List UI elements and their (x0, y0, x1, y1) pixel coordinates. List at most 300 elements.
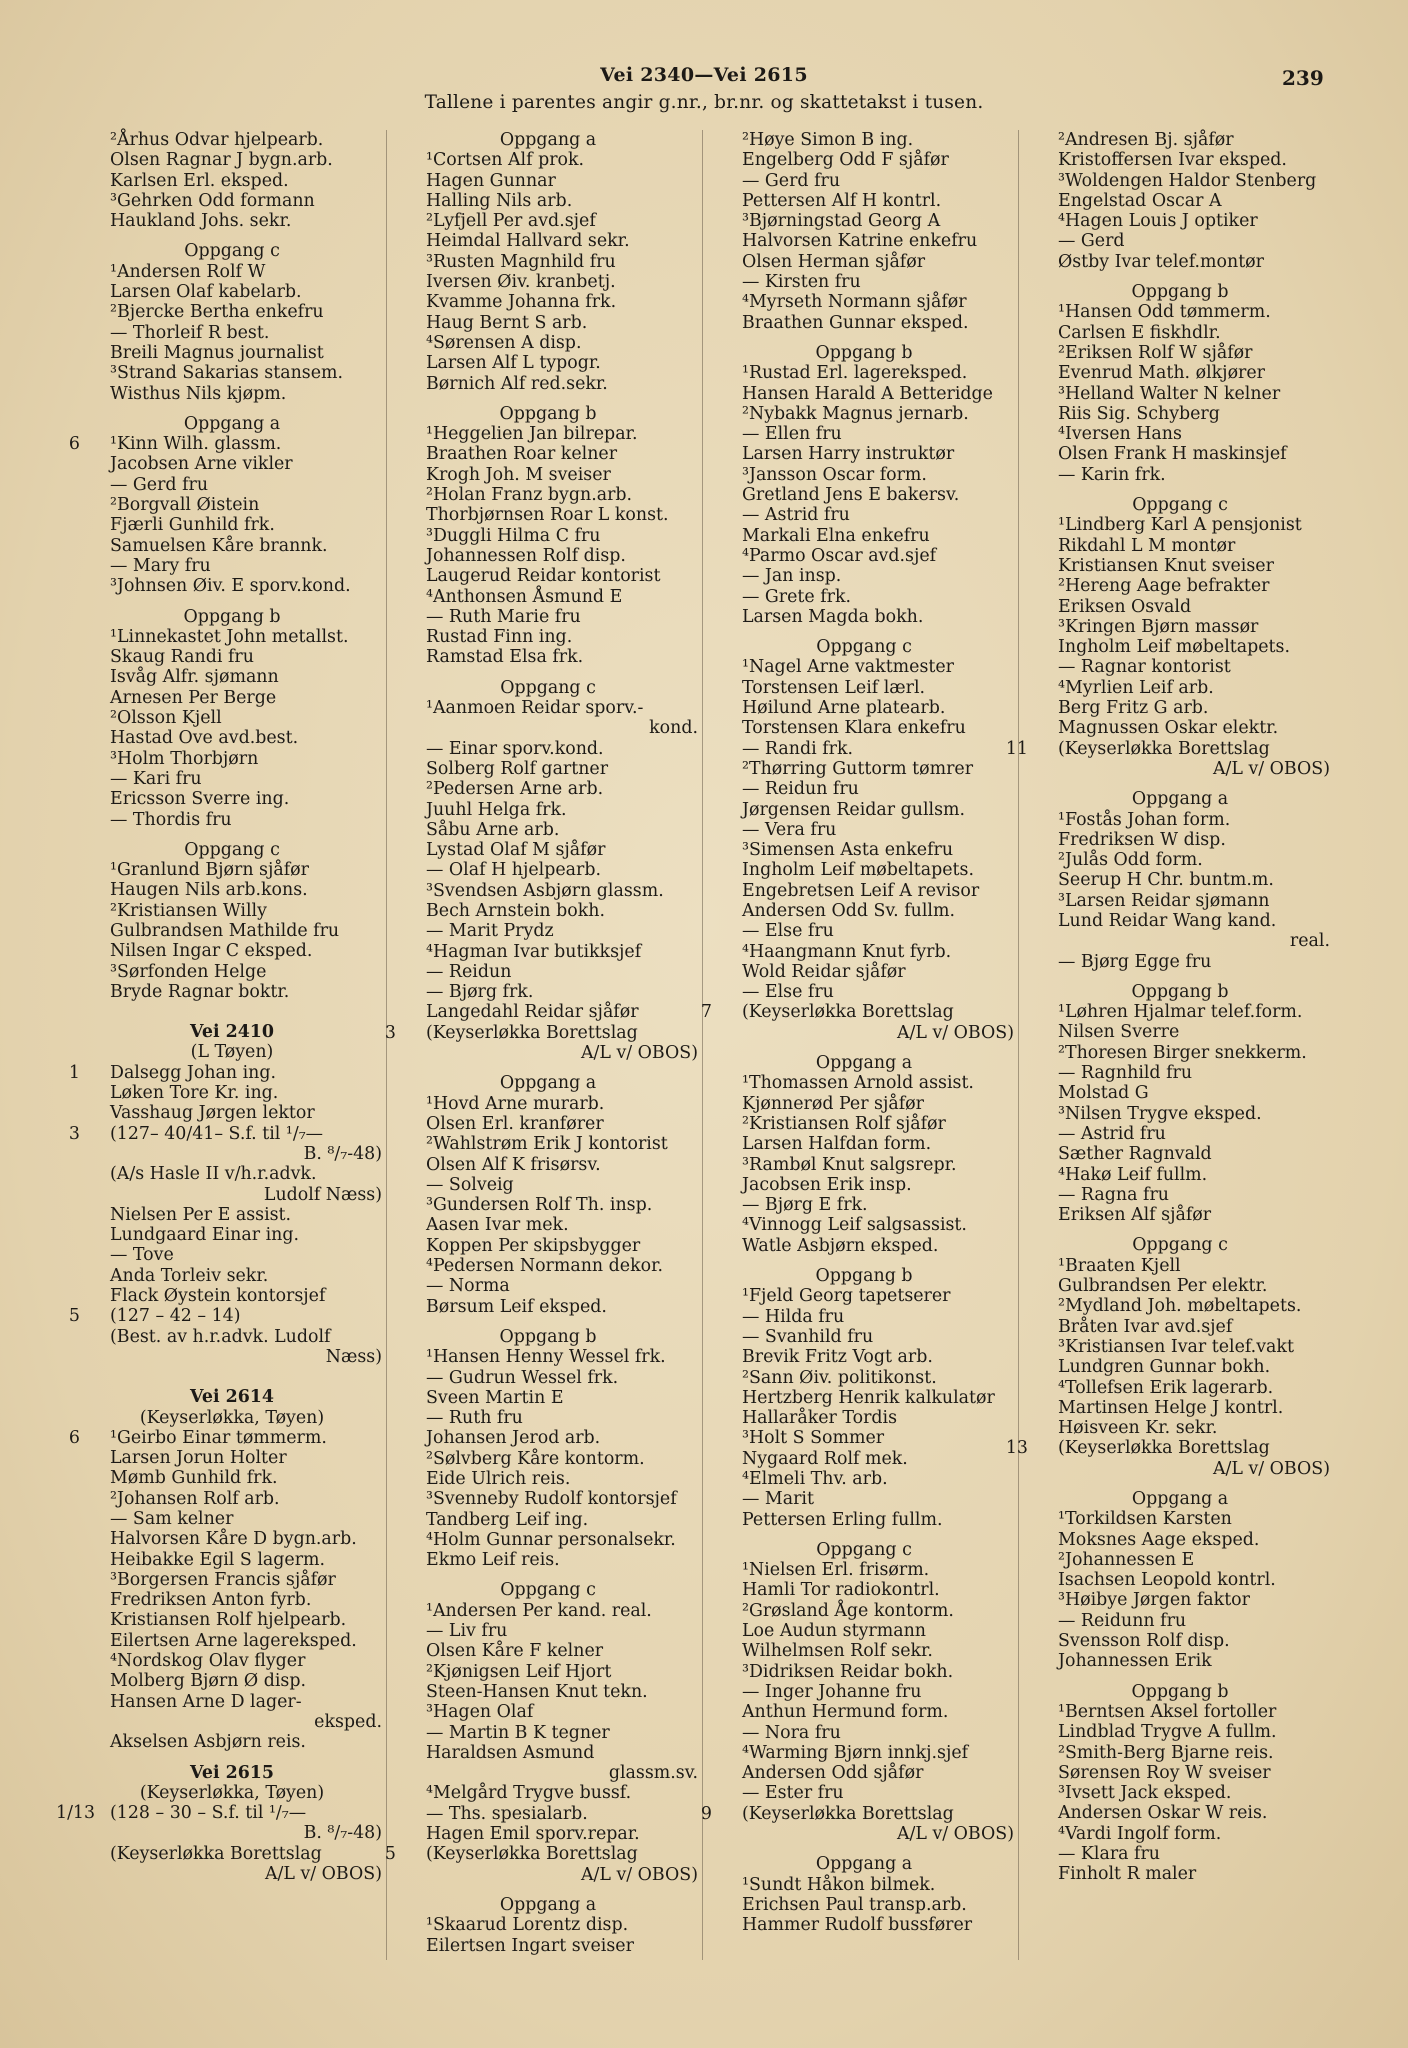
listing-line (398, 1449, 698, 1469)
listing-line (1030, 1165, 1330, 1185)
line-text: ¹Sundt Håkon bilmek. (742, 1874, 936, 1895)
spacer (82, 830, 382, 840)
listing-line (1030, 1550, 1330, 1570)
line-text: Halvorsen Katrine enkefru (742, 231, 978, 252)
line-text: Riis Sig. Schyberg (1058, 403, 1220, 424)
line-text: (Keyserløkka Borettslag (110, 1843, 322, 1864)
listing-line (82, 556, 382, 576)
line-text: ²Århus Odvar hjelpearb. (110, 130, 324, 150)
spacer (398, 394, 698, 404)
line-text: Larsen Alf L typogr. (426, 353, 601, 374)
listing-line (82, 1286, 382, 1306)
line-text: B. ⁸/₇-48) (303, 1823, 382, 1844)
line-text: — Svanhild fru (742, 1326, 874, 1347)
line-text: — Reidun fru (742, 779, 859, 800)
line-text: Oppgang b (815, 1266, 913, 1287)
line-text: Mømb Gunhild frk. (110, 1468, 278, 1489)
listing-line (398, 1702, 698, 1722)
line-text: Engebretsen Leif A revisor (742, 880, 980, 901)
listing-line (82, 860, 382, 880)
line-text: — Klara fru (1058, 1844, 1161, 1865)
line-text: Olsen Erl. kranfører (426, 1113, 604, 1134)
line-text: Oppgang a (815, 1053, 913, 1074)
listing-line (1030, 718, 1330, 738)
listing-line (714, 313, 1014, 333)
line-text: Evenrud Math. ølkjører (1058, 363, 1265, 384)
line-text: ²Thørring Guttorm tømrer (742, 758, 974, 779)
line-text: A/L v/ OBOS) (1212, 758, 1330, 779)
spacer (714, 1256, 1014, 1266)
line-text: Oppgang a (499, 1894, 597, 1915)
listing-line (1030, 171, 1330, 191)
column-4 (1005, 130, 1330, 1885)
line-text: Ingholm Leif møbeltapets. (742, 860, 974, 881)
line-text: Ericsson Sverre ing. (110, 789, 290, 810)
listing-line (714, 363, 1014, 383)
house-number: 13 (1005, 1438, 1028, 1459)
line-text: ²Eriksen Rolf W sjåfør (1058, 342, 1253, 363)
listing-line (1030, 231, 1330, 251)
line-text: Vei 2615 (189, 1762, 275, 1783)
line-text: (Keyserløkka Borettslag (1058, 738, 1270, 759)
listing-line (82, 1489, 382, 1509)
listing-line (398, 587, 698, 607)
line-text: — Astrid fru (1058, 1123, 1166, 1144)
listing-line (398, 881, 698, 901)
line-text: ²Hereng Aage befrakter (1058, 576, 1270, 597)
listing-line (1030, 1337, 1330, 1357)
stairwell-heading (1030, 982, 1330, 1002)
listing-line (714, 759, 1014, 779)
listing-line (1030, 657, 1330, 677)
line-text: (Keyserløkka Borettslag (742, 1803, 954, 1824)
listing-line (398, 627, 698, 647)
line-text: Heibakke Egil S lagerm. (110, 1549, 326, 1570)
listing-line (82, 1205, 382, 1225)
listing-line (714, 1155, 1014, 1175)
listing-line (398, 333, 698, 353)
line-text: Eriksen Alf sjåfør (1058, 1205, 1212, 1226)
line-text: ³Helland Walter N kelner (1058, 383, 1281, 404)
line-text: Olsen Ragnar J bygn.arb. (110, 150, 333, 171)
line-text: ²Høye Simon B ing. (742, 130, 914, 150)
listing-line (714, 465, 1014, 485)
listing-line (82, 1732, 382, 1752)
listing-line (398, 1915, 698, 1935)
line-text: A/L v/ OBOS) (1212, 1458, 1330, 1479)
line-text: Oppgang a (499, 1073, 597, 1094)
line-text: — Olaf H hjelpearb. (426, 860, 601, 881)
line-text: ¹Skaarud Lorentz disp. (426, 1915, 629, 1936)
street-heading (82, 1763, 382, 1783)
line-text: Bryde Ragnar boktr. (110, 981, 290, 1002)
listing-line (1030, 1631, 1330, 1651)
line-text: Lystad Olaf M sjåfør (426, 840, 606, 861)
listing-line (1030, 678, 1330, 698)
line-text: ⁴Vardi Ingolf form. (1058, 1823, 1222, 1844)
listing-line (1030, 1570, 1330, 1590)
line-text: Larsen Magda bokh. (742, 606, 924, 627)
listing-line (714, 444, 1014, 464)
spacer (1030, 1479, 1330, 1489)
line-text: ³Larsen Reidar sjømann (1058, 890, 1270, 911)
line-text: glassm.sv. (608, 1763, 698, 1784)
line-text: ¹Andersen Rolf W (110, 261, 266, 282)
line-text: Oppgang a (1131, 789, 1229, 810)
listing-line (82, 343, 382, 363)
listing-continuation (1030, 759, 1330, 779)
listing-line (398, 1723, 698, 1743)
line-text: Gretland Jens E bakersv. (742, 485, 960, 506)
line-text: A/L v/ OBOS) (896, 1824, 1014, 1845)
line-text: ³Rambøl Knut salgsrepr. (742, 1154, 957, 1175)
listing-line (398, 1368, 698, 1388)
listing-line (714, 272, 1014, 292)
line-text: Watle Asbjørn eksped. (742, 1235, 939, 1256)
line-text: Karlsen Erl. eksped. (110, 170, 289, 191)
line-text: Johannessen Rolf disp. (426, 545, 626, 566)
listing-line (82, 708, 382, 728)
listing-line (82, 211, 382, 231)
line-text: ²Andresen Bj. sjåfør (1058, 130, 1234, 150)
listing-line (1030, 1509, 1330, 1529)
listing-line (714, 962, 1014, 982)
listing-line (82, 323, 382, 343)
line-text: ⁴Myrseth Normann sjåfør (742, 292, 967, 313)
line-text: Lund Reidar Wang kand. (1058, 910, 1277, 931)
line-text: ³Høibye Jørgen faktor (1058, 1590, 1250, 1611)
line-text: — Bjørg E frk. (742, 1195, 868, 1216)
line-text: Hammer Rudolf bussfører (742, 1915, 973, 1936)
line-text: Juuhl Helga frk. (426, 799, 567, 820)
line-text: ³Svendsen Asbjørn glassm. (426, 880, 664, 901)
line-text: Kristiansen Rolf hjelpearb. (110, 1610, 347, 1631)
listing-line (714, 739, 1014, 759)
listing-line (1030, 1743, 1330, 1763)
line-text: ¹Braaten Kjell (1058, 1255, 1181, 1276)
line-text: Anthun Hermund form. (742, 1702, 949, 1723)
line-text: — Else fru (742, 921, 834, 942)
stairwell-heading (714, 1540, 1014, 1560)
line-text: ¹Rustad Erl. lagereksped. (742, 363, 968, 384)
line-text: ³Holt S Sommer (742, 1428, 885, 1449)
line-text: Steen-Hansen Knut tekn. (426, 1681, 648, 1702)
listing-continuation (82, 1823, 382, 1843)
line-text: — Ragnar kontorist (1058, 657, 1231, 678)
listing-line (1030, 1722, 1330, 1742)
line-text: ⁴Melgård Trygve bussf. (426, 1783, 632, 1804)
line-text: Svensson Rolf disp. (1058, 1631, 1230, 1652)
listing-line (398, 1824, 698, 1844)
listing-line (398, 1783, 698, 1803)
line-text: (Keyserløkka Borettslag (1058, 1438, 1270, 1459)
stairwell-heading (82, 414, 382, 434)
line-text: — Gerd fru (110, 474, 209, 495)
line-text: ¹Linnekastet John metallst. (110, 626, 349, 647)
line-text: — Einar sporv.kond. (426, 738, 604, 759)
listing-continuation (82, 1712, 382, 1732)
line-text: — Tove (110, 1245, 174, 1266)
line-text: A/L v/ OBOS) (896, 1022, 1014, 1043)
listing-line (68, 1062, 382, 1083)
line-text: ²Sølvberg Kåre kontorm. (426, 1448, 645, 1469)
line-text: Andersen Odd sjåfør (742, 1763, 924, 1784)
line-text: — Jan insp. (742, 566, 842, 587)
line-text: — Thordis fru (110, 809, 232, 830)
line-text: Såbu Arne arb. (426, 819, 560, 840)
line-text: Olsen Herman sjåfør (742, 251, 926, 272)
listing-line (714, 1175, 1014, 1195)
line-text: (127– 40/41– S.f. til ¹/₇— (110, 1123, 324, 1144)
listing-line (714, 678, 1014, 698)
line-text: ¹Løhren Hjalmar telef.form. (1058, 1002, 1303, 1023)
stairwell-heading (398, 404, 698, 424)
line-text: Brevik Fritz Vogt arb. (742, 1347, 933, 1368)
spacer (1030, 485, 1330, 495)
listing-line (714, 1327, 1014, 1347)
line-text: ⁴Holm Gunnar personalsekr. (426, 1529, 676, 1550)
listing-line (82, 515, 382, 535)
listing-line (398, 1215, 698, 1235)
listing-line (398, 1155, 698, 1175)
listing-line (82, 1327, 382, 1347)
stairwell-heading (82, 607, 382, 627)
listing-line (82, 262, 382, 282)
listing-line (398, 860, 698, 880)
listing-line (1030, 150, 1330, 170)
line-text: — Norma (426, 1276, 510, 1297)
listing-line (714, 1723, 1014, 1743)
line-text: Finholt R maler (1058, 1864, 1197, 1885)
listing-line (398, 313, 698, 333)
stairwell-heading (398, 130, 698, 150)
line-text: ¹Cortsen Alf prok. (426, 150, 585, 171)
line-text: ¹Nagel Arne vaktmester (742, 657, 954, 678)
listing-line (714, 292, 1014, 312)
listing-line (82, 384, 382, 404)
spacer (82, 1012, 382, 1022)
house-number: 6 (68, 434, 80, 455)
listing-line (82, 880, 382, 900)
listing-line (714, 1489, 1014, 1509)
line-text: — Kari fru (110, 768, 202, 789)
listing-line (398, 191, 698, 211)
listing-line (398, 982, 698, 1002)
stairwell-heading (1030, 1489, 1330, 1509)
listing-line (398, 353, 698, 373)
listing-line (398, 1489, 698, 1509)
line-text: ³Bjørningstad Georg A (742, 211, 941, 232)
listing-line (714, 718, 1014, 738)
listing-line (714, 1702, 1014, 1722)
line-text: Bech Arnstein bokh. (426, 900, 605, 921)
line-text: Wilhelmsen Rolf sekr. (742, 1641, 933, 1662)
line-text: Tandberg Leif ing. (426, 1509, 589, 1530)
stairwell-heading (398, 678, 698, 698)
line-text: Kjønnerød Per sjåfør (742, 1093, 924, 1114)
listing-line (1030, 891, 1330, 911)
line-text: ³Rusten Magnhild fru (426, 251, 616, 272)
listing-line (1030, 1022, 1330, 1042)
line-text: ¹Fjeld Georg tapetserer (742, 1286, 951, 1307)
line-text: ³Gehrken Odd formann (110, 190, 315, 211)
listing-line (714, 1915, 1014, 1935)
line-text: Breili Magnus journalist (110, 342, 324, 363)
line-text: — Vera fru (742, 819, 837, 840)
line-text: Ingholm Leif møbeltapets. (1058, 637, 1290, 658)
listing-line (714, 1510, 1014, 1530)
spacer (714, 1844, 1014, 1854)
line-text: Nygaard Rolf mek. (742, 1448, 908, 1469)
line-text: Hagen Emil sporv.repar. (426, 1824, 640, 1845)
listing-line (1030, 1144, 1330, 1164)
listing-line (398, 1621, 698, 1641)
line-text: Hagen Gunnar (426, 170, 556, 191)
spacer (398, 1570, 698, 1580)
line-text: — Ragnhild fru (1058, 1063, 1193, 1084)
line-text: — Hilda fru (742, 1306, 845, 1327)
listing-line (714, 607, 1014, 627)
listing-line (714, 860, 1014, 880)
listing-line (398, 526, 698, 546)
line-text: Vasshaug Jørgen lektor (110, 1103, 315, 1124)
line-text: ⁴Hagman Ivar butikksjef (426, 941, 642, 962)
listing-line (714, 1236, 1014, 1256)
line-text: Molberg Bjørn Ø disp. (110, 1671, 306, 1692)
listing-line (1030, 1185, 1330, 1205)
house-number: 1 (68, 1062, 80, 1083)
line-text: Halvorsen Kåre D bygn.arb. (110, 1529, 357, 1550)
line-text: ³Jansson Oscar form. (742, 464, 927, 485)
listing-line (714, 1580, 1014, 1600)
house-number: 1/13 (56, 1803, 96, 1824)
listing-line (1030, 211, 1330, 231)
listing-line (82, 901, 382, 921)
line-text: (127 – 42 – 14) (110, 1306, 241, 1327)
line-text: Jacobsen Arne vikler (110, 454, 293, 475)
listing-line (1030, 698, 1330, 718)
line-text: ⁴Hakø Leif fullm. (1058, 1164, 1208, 1185)
listing-line (398, 1743, 698, 1763)
listing-line (398, 1134, 698, 1154)
line-text: (L Tøyen) (190, 1042, 274, 1063)
listing-line (82, 1164, 382, 1184)
listing-line (82, 1083, 382, 1103)
listing-line (714, 211, 1014, 231)
line-text: Carlsen E fiskhdlr. (1058, 322, 1221, 343)
listing-line (714, 191, 1014, 211)
listing-line (714, 1134, 1014, 1154)
stairwell-heading (1030, 1235, 1330, 1255)
listing-line (700, 1803, 1014, 1824)
listing-line (714, 566, 1014, 586)
listing-line (82, 982, 382, 1002)
listing-line (398, 1388, 698, 1408)
spacer (82, 404, 382, 414)
listing-line (714, 1875, 1014, 1895)
line-text: Andersen Oskar W reis. (1058, 1803, 1268, 1824)
listing-line (714, 1215, 1014, 1235)
line-text: ²Mydland Joh. møbeltapets. (1058, 1296, 1302, 1317)
listing-continuation (398, 1763, 698, 1783)
line-text: Ekmo Leif reis. (426, 1550, 560, 1571)
listing-line (82, 1225, 382, 1245)
listing-line (714, 1560, 1014, 1580)
line-text: ⁴Iversen Hans (1058, 424, 1182, 445)
spacer (398, 1317, 698, 1327)
listing-line (398, 374, 698, 394)
listing-line (1030, 536, 1330, 556)
listing-line (82, 495, 382, 515)
line-text: Børnich Alf red.sekr. (426, 373, 608, 394)
listing-line (82, 302, 382, 322)
listing-line (1030, 1783, 1330, 1803)
listing-line (714, 526, 1014, 546)
listing-line (1030, 1398, 1330, 1418)
street-heading (82, 1022, 382, 1042)
line-text: Erichsen Paul transp.arb. (742, 1894, 967, 1915)
line-text: — Astrid fru (742, 505, 850, 526)
line-text: Berg Fritz G arb. (1058, 698, 1209, 719)
street-subheading (82, 1783, 382, 1803)
line-text: ¹Aanmoen Reidar sporv.- (426, 698, 644, 719)
listing-line (1030, 1276, 1330, 1296)
listing-line (398, 231, 698, 251)
line-text: ¹Nielsen Erl. frisørm. (742, 1560, 930, 1581)
listing-line (714, 1641, 1014, 1661)
line-text: Oppgang a (815, 1854, 913, 1875)
listing-line (1030, 830, 1330, 850)
listing-line (398, 759, 698, 779)
listing-line (56, 1803, 382, 1824)
line-text: Oppgang c (816, 637, 912, 658)
listing-line (1030, 1702, 1330, 1722)
listing-line (1030, 911, 1330, 931)
line-text: Fredriksen Anton fyrb. (110, 1590, 312, 1611)
listing-line (1030, 1803, 1330, 1823)
spacer (398, 668, 698, 678)
listing-line (68, 1123, 382, 1144)
line-text: (Keyserløkka Borettslag (426, 1844, 638, 1865)
line-text: ²Bjercke Bertha enkefru (110, 302, 324, 323)
listing-line (398, 1002, 698, 1022)
listing-line (82, 1266, 382, 1286)
listing-line (714, 982, 1014, 1002)
line-text: ⁴Tollefsen Erik lagerarb. (1058, 1377, 1274, 1398)
line-text: Isvåg Alfr. sjømann (110, 667, 279, 688)
line-text: Nilsen Sverre (1058, 1022, 1180, 1043)
line-text: Lundgaard Einar ing. (110, 1225, 300, 1246)
line-text: ¹Berntsen Aksel fortoller (1058, 1701, 1277, 1722)
line-text: ¹Kinn Wilh. glassm. (110, 434, 282, 455)
listing-line (398, 1256, 698, 1276)
line-text: Kristiansen Knut sveiser (1058, 555, 1274, 576)
listing-line (398, 1550, 698, 1570)
line-text: Oppgang b (815, 342, 913, 363)
listing-line (714, 1307, 1014, 1327)
listing-line (82, 576, 382, 596)
line-text: ¹Andersen Per kand. real. (426, 1600, 652, 1621)
listing-line (1030, 1824, 1330, 1844)
line-text: Oppgang c (500, 1580, 596, 1601)
line-text: — Ester fru (742, 1783, 844, 1804)
listing-line (82, 1692, 382, 1712)
line-text: Flack Øystein kontorsjef (110, 1286, 326, 1307)
line-text: ¹Thomassen Arnold assist. (742, 1073, 974, 1094)
listing-line (398, 171, 698, 191)
line-text: Arnesen Per Berge (110, 687, 277, 708)
stairwell-heading (1030, 1682, 1330, 1702)
